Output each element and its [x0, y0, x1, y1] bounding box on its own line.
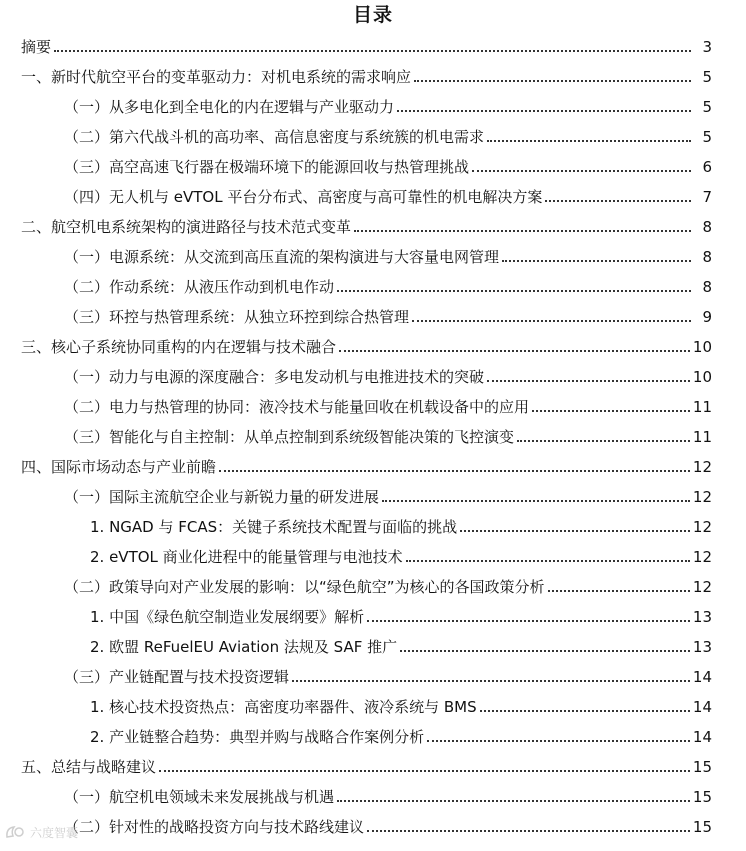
toc-dot-leader — [382, 500, 690, 502]
toc-entry-page-number: 10 — [692, 368, 712, 386]
toc-entry-page-number: 11 — [692, 398, 712, 416]
toc-entry-label: （二）电力与热管理的协同：液冷技术与能量回收在机载设备中的应用 — [64, 398, 530, 416]
toc-entry-page-number: 5 — [702, 68, 712, 86]
toc-entry-label: 1. 核心技术投资热点：高密度功率器件、液冷系统与 BMS — [90, 698, 477, 716]
toc-entry-label: （三）环控与热管理系统：从独立环控到综合热管理 — [64, 308, 410, 326]
toc-entry[interactable] — [90, 601, 712, 629]
toc-dot-leader — [367, 830, 690, 832]
toc-entry[interactable] — [90, 721, 712, 749]
toc-entry-label: 一、新时代航空平台的变革驱动力：对机电系统的需求响应 — [21, 68, 412, 86]
toc-entry-label: 1. 中国《绿色航空制造业发展纲要》解析 — [90, 608, 365, 626]
toc-entry[interactable] — [21, 451, 712, 479]
toc-entry-page-number: 15 — [692, 758, 712, 776]
toc-dot-leader — [337, 800, 690, 802]
toc-entry-page-number: 12 — [692, 548, 712, 566]
toc-entry-page-number: 12 — [692, 458, 712, 476]
toc-dot-leader — [472, 170, 691, 172]
toc-entry[interactable] — [64, 781, 712, 809]
toc-dot-leader — [397, 110, 691, 112]
toc-entry[interactable] — [64, 421, 712, 449]
toc-dot-leader — [532, 410, 690, 412]
toc-dot-leader — [339, 350, 690, 352]
toc-entry-label: （二）政策导向对产业发展的影响：以“绿色航空”为核心的各国政策分析 — [64, 578, 545, 596]
watermark — [4, 822, 78, 842]
toc-entry-page-number: 7 — [702, 188, 712, 206]
toc-dot-leader — [480, 710, 690, 712]
toc-entry[interactable] — [64, 241, 712, 269]
toc-entry-page-number: 8 — [702, 248, 712, 266]
toc-dot-leader — [412, 320, 691, 322]
toc-entry-label: （四）无人机与 eVTOL 平台分布式、高密度与高可靠性的机电解决方案 — [64, 188, 543, 206]
toc-entry[interactable] — [90, 631, 712, 659]
toc-entry-label: （一）国际主流航空企业与新锐力量的研发进展 — [64, 488, 380, 506]
toc-entry-page-number: 12 — [692, 578, 712, 596]
toc-entry-page-number: 3 — [702, 38, 712, 56]
toc-entry-label: 三、核心子系统协同重构的内在逻辑与技术融合 — [21, 338, 337, 356]
toc-entry-label: 摘要 — [21, 38, 52, 56]
toc-entry-page-number: 10 — [692, 338, 712, 356]
toc-entry-page-number: 15 — [692, 788, 712, 806]
toc-entry-page-number: 11 — [692, 428, 712, 446]
toc-entry[interactable] — [90, 691, 712, 719]
toc-entry[interactable] — [64, 151, 712, 179]
toc-entry-label: （二）作动系统：从液压作动到机电作动 — [64, 278, 335, 296]
toc-dot-leader — [427, 740, 690, 742]
toc-entry-page-number: 14 — [692, 728, 712, 746]
toc-entry-label: （二）第六代战斗机的高功率、高信息密度与系统簇的机电需求 — [64, 128, 485, 146]
toc-entry-label: 2. 欧盟 ReFuelEU Aviation 法规及 SAF 推广 — [90, 638, 398, 656]
toc-entry[interactable] — [64, 361, 712, 389]
toc-entry-label: 二、航空机电系统架构的演进路径与技术范式变革 — [21, 218, 352, 236]
toc-entry-label: 五、总结与战略建议 — [21, 758, 157, 776]
toc-entry[interactable] — [64, 391, 712, 419]
toc-entry-page-number: 9 — [702, 308, 712, 326]
toc-dot-leader — [354, 230, 691, 232]
toc-dot-leader — [460, 530, 690, 532]
toc-dot-leader — [487, 380, 690, 382]
toc-entry-label: （三）智能化与自主控制：从单点控制到系统级智能决策的飞控演变 — [64, 428, 515, 446]
toc-entry-label: （二）针对性的战略投资方向与技术路线建议 — [64, 818, 365, 836]
toc-entry[interactable] — [90, 511, 712, 539]
toc-entry-page-number: 15 — [692, 818, 712, 836]
toc-entry-page-number: 12 — [692, 518, 712, 536]
toc-dot-leader — [337, 290, 691, 292]
toc-dot-leader — [367, 620, 690, 622]
toc-entry[interactable] — [21, 61, 712, 89]
toc-entry-page-number: 13 — [692, 638, 712, 656]
toc-entry-page-number: 14 — [692, 668, 712, 686]
toc-entry-label: （三）高空高速飞行器在极端环境下的能源回收与热管理挑战 — [64, 158, 470, 176]
toc-entry-page-number: 5 — [702, 98, 712, 116]
toc-entry[interactable] — [64, 301, 712, 329]
toc-entry[interactable] — [64, 811, 712, 839]
toc-entry-label: （一）电源系统：从交流到高压直流的架构演进与大容量电网管理 — [64, 248, 500, 266]
toc-entry-label: （三）产业链配置与技术投资逻辑 — [64, 668, 290, 686]
toc-entry[interactable] — [64, 271, 712, 299]
toc-dot-leader — [414, 80, 691, 82]
toc-entry[interactable] — [90, 541, 712, 569]
toc-entry[interactable] — [64, 91, 712, 119]
toc-entry[interactable] — [21, 211, 712, 239]
toc-entry[interactable] — [21, 331, 712, 359]
toc-entry-page-number: 5 — [702, 128, 712, 146]
toc-dot-leader — [545, 200, 691, 202]
toc-entry-label: （一）从多电化到全电化的内在逻辑与产业驱动力 — [64, 98, 395, 116]
toc-entry[interactable] — [21, 31, 712, 59]
toc-dot-leader — [54, 50, 691, 52]
toc-entry-label: 2. 产业链整合趋势：典型并购与战略合作案例分析 — [90, 728, 425, 746]
toc-entry[interactable] — [64, 481, 712, 509]
toc-entry-label: （一）航空机电领域未来发展挑战与机遇 — [64, 788, 335, 806]
toc-entry-page-number: 6 — [702, 158, 712, 176]
toc-entry[interactable] — [64, 121, 712, 149]
toc-entry-page-number: 13 — [692, 608, 712, 626]
toc-dot-leader — [292, 680, 690, 682]
toc-dot-leader — [406, 560, 690, 562]
toc-dot-leader — [159, 770, 690, 772]
toc-entry-label: （一）动力与电源的深度融合：多电发动机与电推进技术的突破 — [64, 368, 485, 386]
toc-entry-page-number: 8 — [702, 218, 712, 236]
toc-entry[interactable] — [64, 661, 712, 689]
toc-title: 目录 — [352, 4, 393, 26]
toc-entry-label: 1. NGAD 与 FCAS：关键子系统技术配置与面临的挑战 — [90, 518, 458, 536]
watermark-text: 六度智囊 — [30, 825, 79, 840]
watermark-logo-icon — [4, 824, 26, 840]
toc-dot-leader — [517, 440, 690, 442]
toc-entry[interactable] — [64, 181, 712, 209]
toc-dot-leader — [548, 590, 690, 592]
toc-entry-page-number: 8 — [702, 278, 712, 296]
toc-dot-leader — [487, 140, 691, 142]
toc-dot-leader — [502, 260, 691, 262]
toc-entry-page-number: 12 — [692, 488, 712, 506]
toc-entry[interactable] — [64, 571, 712, 599]
toc-dot-leader — [400, 650, 690, 652]
toc-entry-label: 四、国际市场动态与产业前瞻 — [21, 458, 217, 476]
toc-entry-label: 2. eVTOL 商业化进程中的能量管理与电池技术 — [90, 548, 403, 566]
toc-entry-page-number: 14 — [692, 698, 712, 716]
toc-dot-leader — [219, 470, 690, 472]
toc-entry[interactable] — [21, 751, 712, 779]
